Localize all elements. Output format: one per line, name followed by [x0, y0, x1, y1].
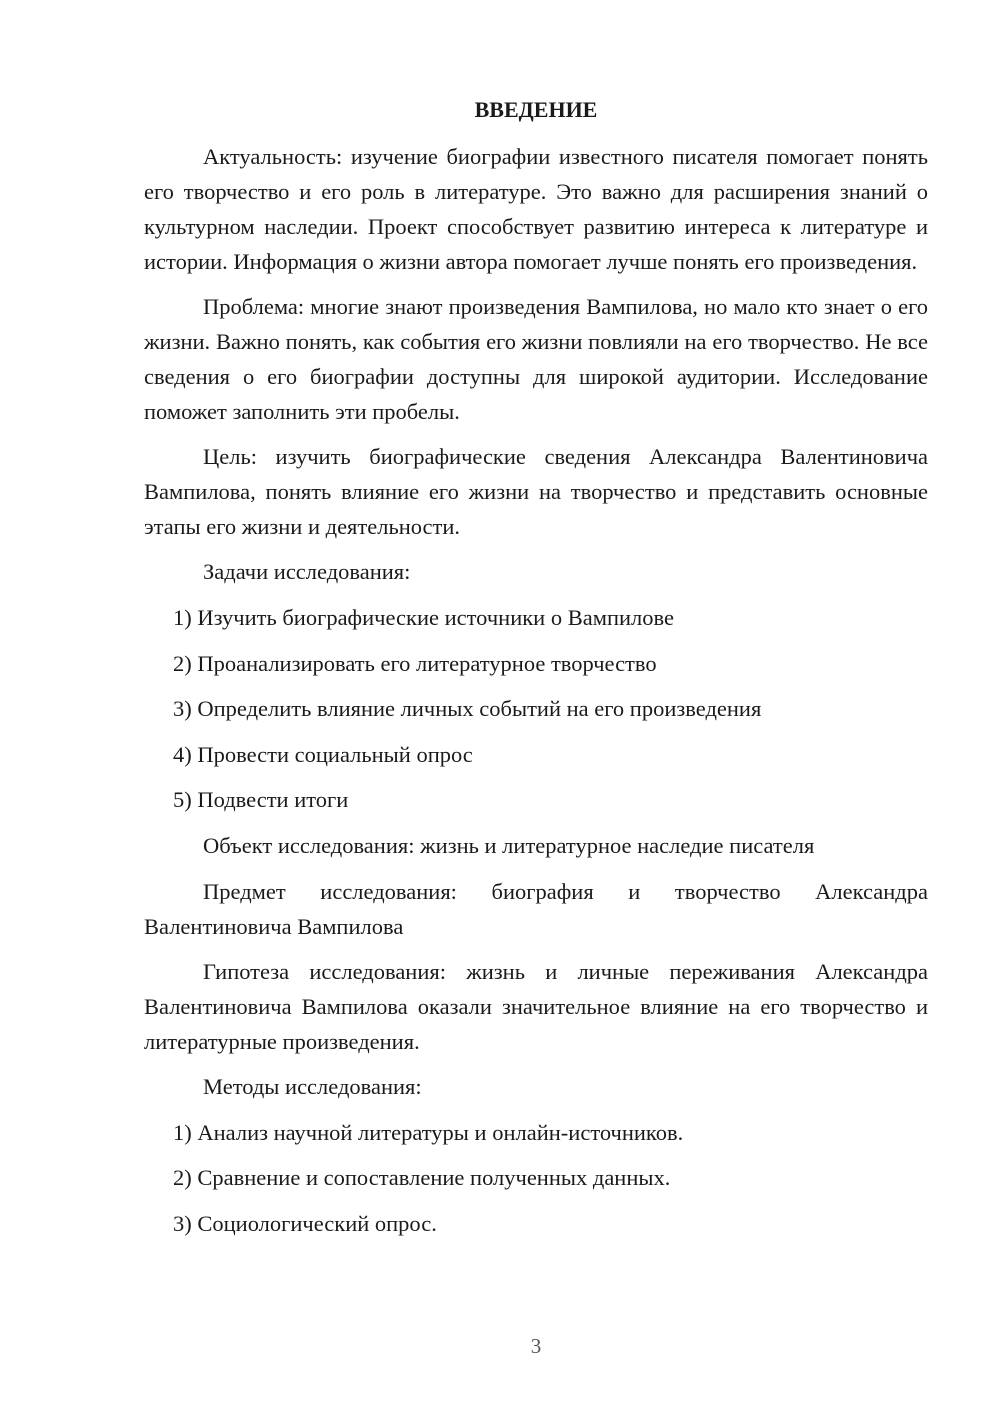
section-title: ВВЕДЕНИЕ	[474, 97, 598, 122]
task-item: 5) Подвести итоги	[173, 787, 349, 812]
tasks-list	[144, 600, 928, 817]
task-item: 1) Изучить биографические источники о Вампилове	[173, 605, 674, 630]
methods-heading: Методы исследования:	[203, 1073, 422, 1099]
document-page	[144, 92, 928, 1251]
task-item: 2) Проанализировать его литературное творчество	[173, 650, 657, 676]
subject-paragraph: Предмет исследования: биография и творчество Александра Валентиновича Вампилова	[144, 878, 928, 939]
relevance-paragraph: Актуальность: изучение биографии известного писателя помогает понять его творчество и его роль в литературе. Это важно для расширения знаний о культурном наследии. Проект способствует развитию интереса к литературе и истории. Информация о жизни автора помогает лучше понять его произведения.	[144, 144, 928, 274]
hypothesis-paragraph: Гипотеза исследования: жизнь и личные переживания Александра Валентиновича Вампилова оказали значительное влияние на его творчество и литературные произведения.	[144, 958, 928, 1054]
method-item: 1) Анализ научной литературы и онлайн-источников.	[173, 1119, 684, 1145]
method-item: 3) Социологический опрос.	[173, 1210, 437, 1236]
methods-list	[144, 1115, 928, 1241]
method-item: 2) Сравнение и сопоставление полученных данных.	[173, 1165, 671, 1190]
task-item: 3) Определить влияние личных событий на его произведения	[173, 696, 762, 721]
problem-paragraph: Проблема: многие знают произведения Вампилова, но мало кто знает о его жизни. Важно понять, как события его жизни повлияли на его творчество. Не все сведения о его биографии доступны для широкой аудитории. Исследование поможет заполнить эти пробелы.	[144, 294, 928, 424]
task-item: 4) Провести социальный опрос	[173, 741, 473, 767]
tasks-heading: Задачи исследования:	[203, 559, 411, 584]
goal-paragraph: Цель: изучить биографические сведения Александра Валентиновича Вампилова, понять влияние его жизни на творчество и представить основные этапы его жизни и деятельности.	[144, 444, 928, 539]
object-paragraph: Объект исследования: жизнь и литературное наследие писателя	[203, 832, 815, 858]
page-number: 3	[530, 1334, 542, 1358]
